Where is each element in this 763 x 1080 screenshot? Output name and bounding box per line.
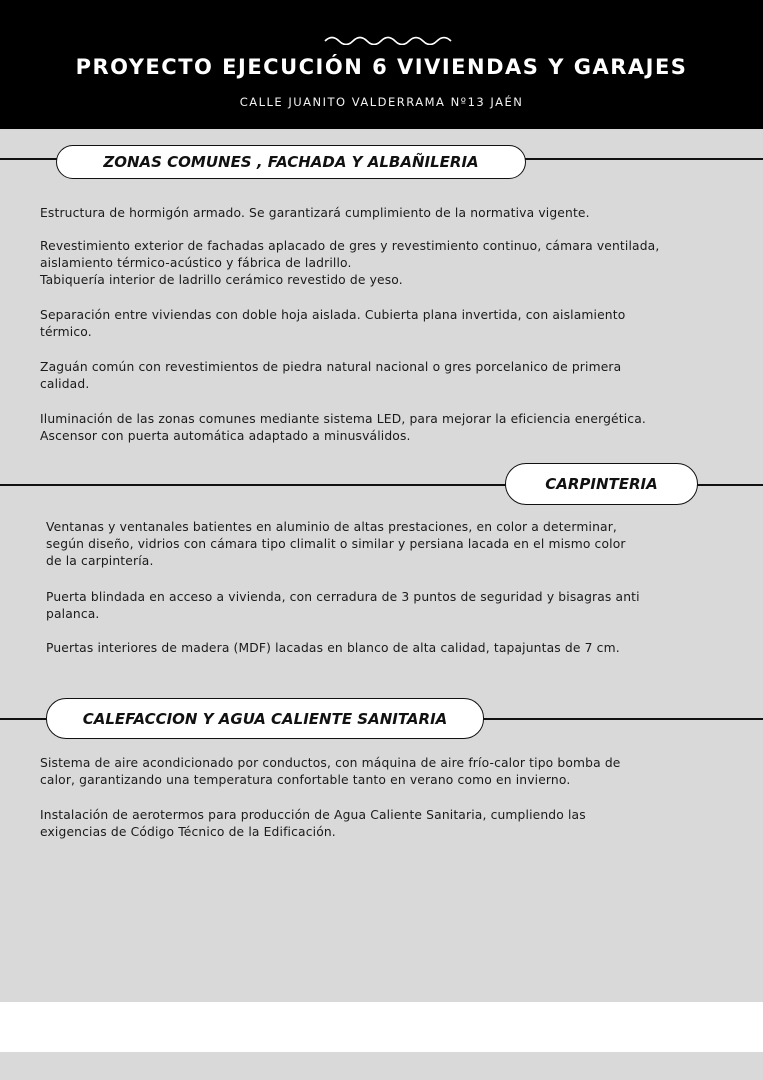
divider-line <box>522 158 763 160</box>
section-paragraph: Estructura de hormigón armado. Se garantizará cumplimiento de la normativa vigente. <box>40 206 590 220</box>
section-heading: ZONAS COMUNES , FACHADA Y ALBAÑILERIA <box>56 145 526 179</box>
divider-line <box>480 718 763 720</box>
section-paragraph: Puertas interiores de madera (MDF) lacadas en blanco de alta calidad, tapajuntas de 7 cm. <box>46 641 620 655</box>
wave-ornament-icon <box>323 33 457 45</box>
page-subtitle: CALLE JUANITO VALDERRAMA Nº13 JAÉN <box>239 95 524 109</box>
divider-line <box>694 484 763 486</box>
page-title: PROYECTO EJECUCIÓN 6 VIVIENDAS Y GARAJES <box>75 55 688 79</box>
section-paragraph: Zaguán común con revestimientos de piedra natural nacional o gres porcelanico de primera calidad. <box>40 360 622 391</box>
header-banner <box>0 0 763 129</box>
section-paragraph: Iluminación de las zonas comunes mediante sistema LED, para mejorar la eficiencia energética. Ascensor con puerta automática adaptado a minusválidos. <box>40 412 646 443</box>
divider-line <box>0 718 50 720</box>
bottom-band <box>0 1052 763 1080</box>
divider-line <box>0 158 60 160</box>
section-heading: CALEFACCION Y AGUA CALIENTE SANITARIA <box>46 698 484 739</box>
section-paragraph: Separación entre viviendas con doble hoja aislada. Cubierta plana invertida, con aislamiento térmico. <box>40 308 626 339</box>
divider-line <box>0 484 510 486</box>
section-paragraph: Ventanas y ventanales batientes en aluminio de altas prestaciones, en color a determinar, según diseño, vidrios con cámara tipo climalit o similar y persiana lacada en el mismo color de la carpintería. <box>46 520 626 568</box>
section-heading: CARPINTERIA <box>505 463 698 505</box>
section-paragraph: Revestimiento exterior de fachadas aplacado de gres y revestimiento continuo, cámara ventilada, aislamiento térmico-acústico y fábrica de ladrillo. Tabiquería interior de ladrillo cerámico revestido de yeso. <box>40 239 660 287</box>
section-paragraph: Instalación de aerotermos para producción de Agua Caliente Sanitaria, cumpliendo las exigencias de Código Técnico de la Edificación. <box>40 808 586 839</box>
section-paragraph: Sistema de aire acondicionado por conductos, con máquina de aire frío-calor tipo bomba de calor, garantizando una temperatura confortable tanto en verano como en invierno. <box>40 756 621 787</box>
section-paragraph: Puerta blindada en acceso a vivienda, con cerradura de 3 puntos de seguridad y bisagras anti palanca. <box>46 590 640 621</box>
